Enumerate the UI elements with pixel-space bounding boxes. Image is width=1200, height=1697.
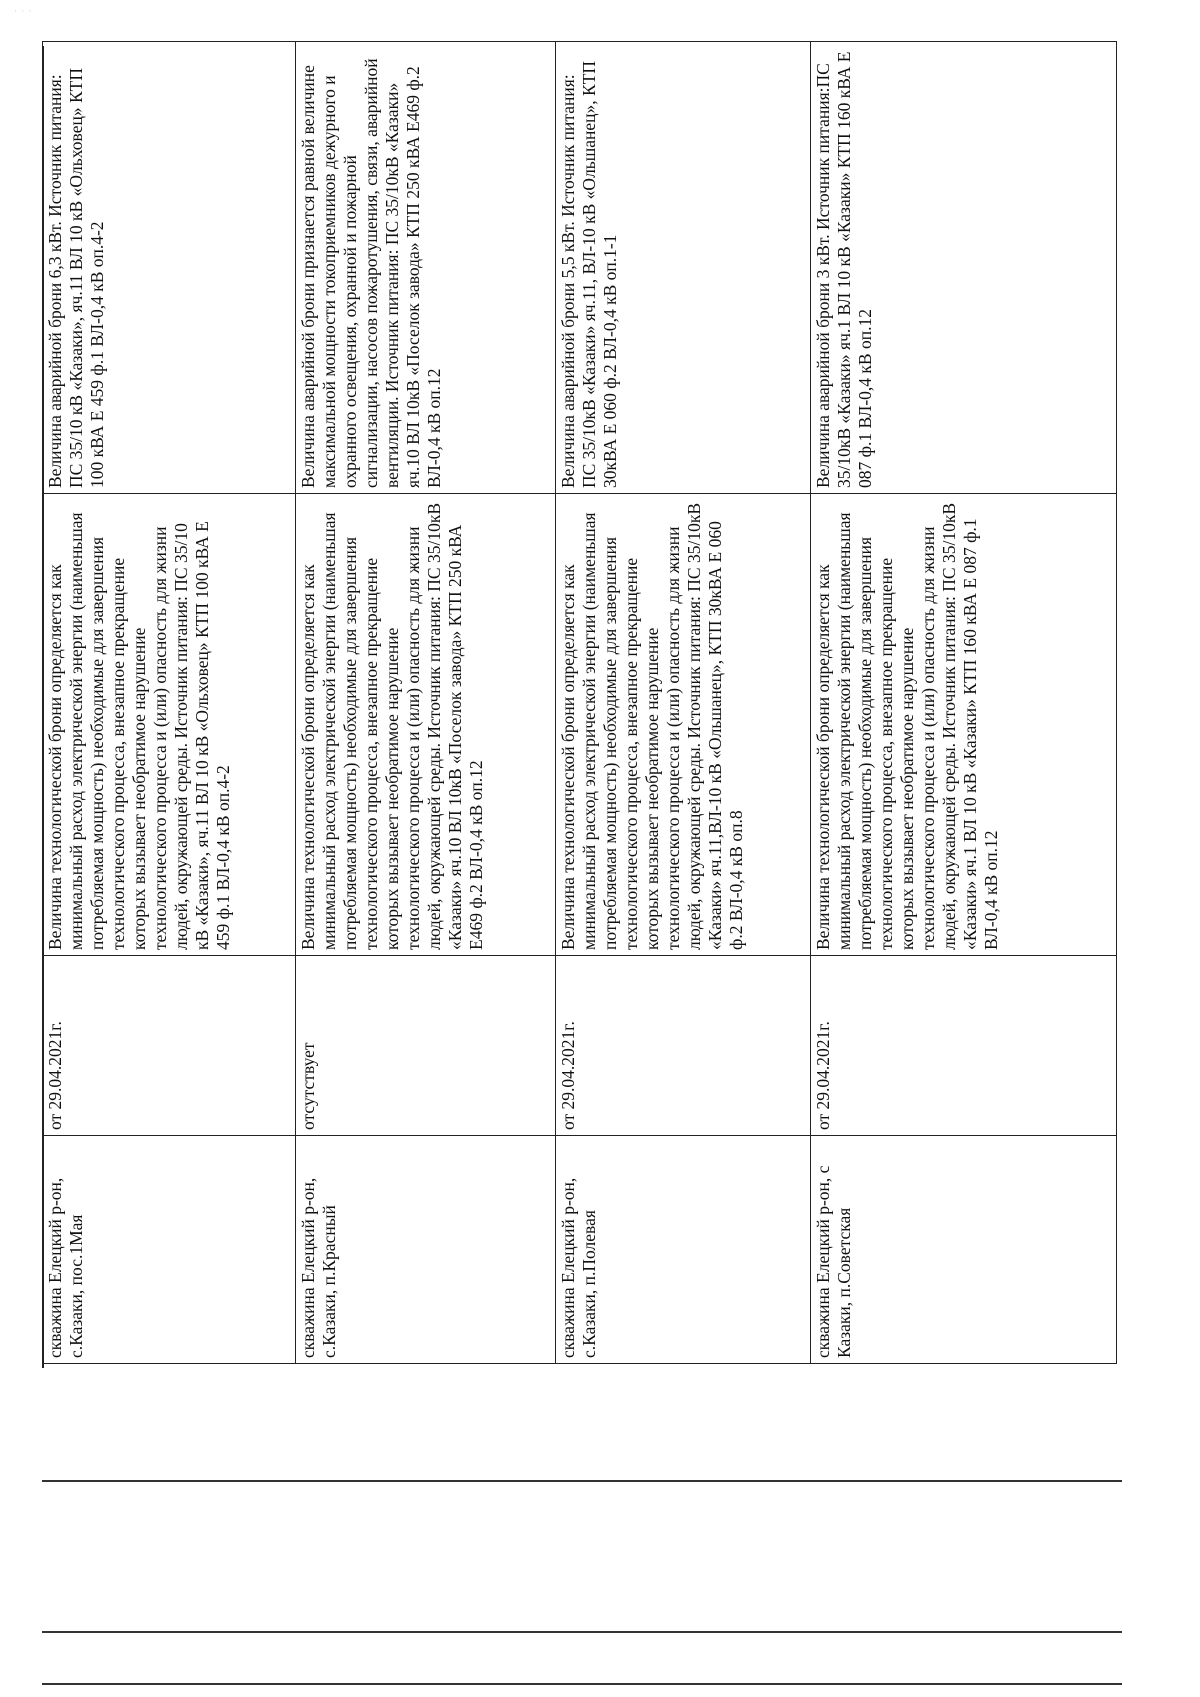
power-reserve-table [42,41,1117,1364]
date-cell: от 29.04.2021г. [43,956,296,1136]
divider-line [42,1480,1122,1482]
tech-reserve-cell: Величина технологической брони определяется как минимальный расход электрической энергии (наименьшая потребляемая мощность) необходимые для завершения технологического процесса, внезапное прекращение которых вызывает необратимое нарушение технологического процесса и (или) опасность для жизни людей, окружающей среды. Источник питания: ПС 35/10кВ «Казаки» яч.1 ВЛ 10 кВ «Казаки» КТП 160 кВА Е 087 ф.1 ВЛ-0,4 кВ оп.12 [811,494,1117,956]
tech-reserve-cell: Величина технологической брони определяется как минимальный расход электрической энергии (наименьшая потребляемая мощность) необходимые для завершения технологического процесса, внезапное прекращение которых вызывает необратимое нарушение технологического процесса и (или) опасность для жизни людей, окружающей среды. Источник питания: ПС 35/10 кВ «Казаки», яч.11 ВЛ 10 кВ «Ольховец» КТП 100 кВА Е 459 ф.1 ВЛ-0,4 кВ оп.4-2 [43,494,296,956]
table-row [43,42,296,1364]
object-cell: скважина Елецкий р-он, с.Казаки, п.Полевая [556,1136,811,1364]
table-row [296,42,556,1364]
object-cell: скважина Елецкий р-он, с Казаки, п.Советская [811,1136,1117,1364]
tech-reserve-cell: Величина технологической брони определяется как минимальный расход электрической энергии (наименьшая потребляемая мощность) необходимые для завершения технологического процесса, внезапное прекращение которых вызывает необратимое нарушение технологического процесса и (или) опасность для жизни людей, окружающей среды. Источник питания: ПС 35/10кВ «Казаки» яч.11,ВЛ-10 кВ «Ольшанец», КТП 30кВА Е 060 ф.2 ВЛ-0,4 кВ оп.8 [556,494,811,956]
scan-noise-mark: · · · [14,6,33,16]
table-left-border [42,46,44,1368]
table-row [811,42,1117,1364]
emergency-reserve-cell: Величина аварийной брони 6,3 кВт. Источник питания: ПС 35/10 кВ «Казаки», яч.11 ВЛ 10 кВ «Ольховец» КТП 100 кВА Е 459 ф.1 ВЛ-0,4 кВ оп.4-2 [43,42,296,494]
date-cell: от 29.04.2021г. [556,956,811,1136]
tech-reserve-cell: Величина технологической брони определяется как минимальный расход электрической энергии (наименьшая потребляемая мощность) необходимые для завершения технологического процесса, внезапное прекращение которых вызывает необратимое нарушение технологического процесса и (или) опасность для жизни людей, окружающей среды. Источник питания: ПС 35/10кВ «Казаки» яч.10 ВЛ 10кВ «Поселок завода» КТП 250 кВА Е469 ф.2 ВЛ-0,4 кВ оп.12 [296,494,556,956]
emergency-reserve-cell: Величина аварийной брони признается равной величине максимальной мощности токоприемников дежурного и охранного освещения, охранной и пожарной сигнализации, насосов пожаротушения, связи, аварийной вентиляции. Источник питания: ПС 35/10кВ «Казаки» яч.10 ВЛ 10кВ «Поселок завода» КТП 250 кВА Е469 ф.2 ВЛ-0,4 кВ оп.12 [296,42,556,494]
divider-line [42,1683,1122,1685]
divider-line [42,1631,1122,1633]
table-row [556,42,811,1364]
rotated-table-wrapper [42,42,1116,1364]
emergency-reserve-cell: Величина аварийной брони 5,5 кВт. Источник питания: ПС 35/10кВ «Казаки» яч.11, ВЛ-10 кВ «Ольшанец», КТП 30кВА Е 060 ф.2 ВЛ-0,4 кВ оп.1-1 [556,42,811,494]
date-cell: отсутствует [296,956,556,1136]
object-cell: скважина Елецкий р-он, с.Казаки, пос.1Мая [43,1136,296,1364]
object-cell: скважина Елецкий р-он, с.Казаки, п.Красный [296,1136,556,1364]
date-cell: от 29.04.2021г. [811,956,1117,1136]
emergency-reserve-cell: Величина аварийной брони 3 кВт. Источник питания:ПС 35/10кВ «Казаки» яч.1 ВЛ 10 кВ «Казаки» КТП 160 кВА Е 087 ф.1 ВЛ-0,4 кВ оп.12 [811,42,1117,494]
